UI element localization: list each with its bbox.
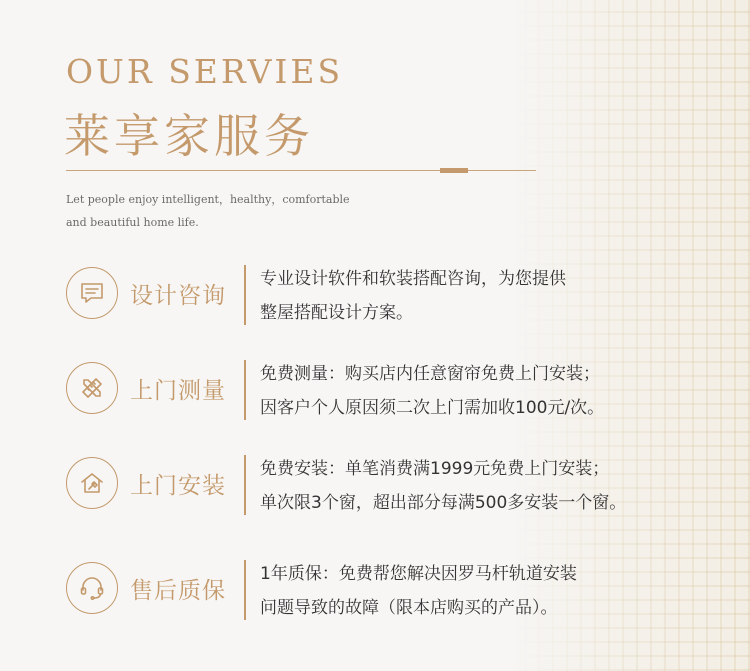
tagline-line: and beautiful home life. — [66, 216, 199, 229]
service-description-line: 单次限3个窗，超出部分每满500多安装一个窗。 — [260, 493, 627, 513]
service-design-consult — [66, 265, 706, 325]
page-title-en: OUR SERVIES — [66, 52, 344, 91]
service-description-line: 免费安装：单笔消费满1999元免费上门安装； — [260, 459, 610, 479]
service-description — [260, 452, 710, 520]
chat-bubble-icon — [66, 267, 118, 319]
ruler-pencil-icon — [66, 362, 118, 414]
service-description-line: 问题导致的故障（限本店购买的产品）。 — [260, 598, 558, 618]
tagline — [66, 188, 426, 234]
service-name: 设计咨询 — [130, 283, 226, 309]
service-divider — [244, 360, 246, 420]
service-description-line: 整屋搭配设计方案。 — [260, 303, 413, 323]
house-install-icon — [66, 457, 118, 509]
tagline-line: Let people enjoy intelligent，healthy，comfortable — [66, 193, 350, 206]
divider-accent — [440, 168, 468, 173]
service-divider — [244, 560, 246, 620]
page-title-cn: 莱享家服务 — [64, 109, 314, 163]
service-divider — [244, 265, 246, 325]
service-description — [260, 557, 710, 625]
service-name: 上门测量 — [130, 378, 226, 404]
service-description — [260, 262, 710, 330]
service-home-install — [66, 455, 706, 515]
service-description-line: 1年质保：免费帮您解决因罗马杆轨道安装 — [260, 564, 577, 584]
service-divider — [244, 455, 246, 515]
service-home-measure — [66, 360, 706, 420]
headset-icon — [66, 562, 118, 614]
service-description-line: 因客户个人原因须二次上门需加收100元/次。 — [260, 398, 605, 418]
service-name: 售后质保 — [130, 578, 226, 604]
service-description-line: 专业设计软件和软装搭配咨询，为您提供 — [260, 269, 566, 289]
service-description-line: 免费测量：购买店内任意窗帘免费上门安装； — [260, 364, 600, 384]
service-after-sales — [66, 560, 706, 620]
service-name: 上门安装 — [130, 473, 226, 499]
service-description — [260, 357, 710, 425]
